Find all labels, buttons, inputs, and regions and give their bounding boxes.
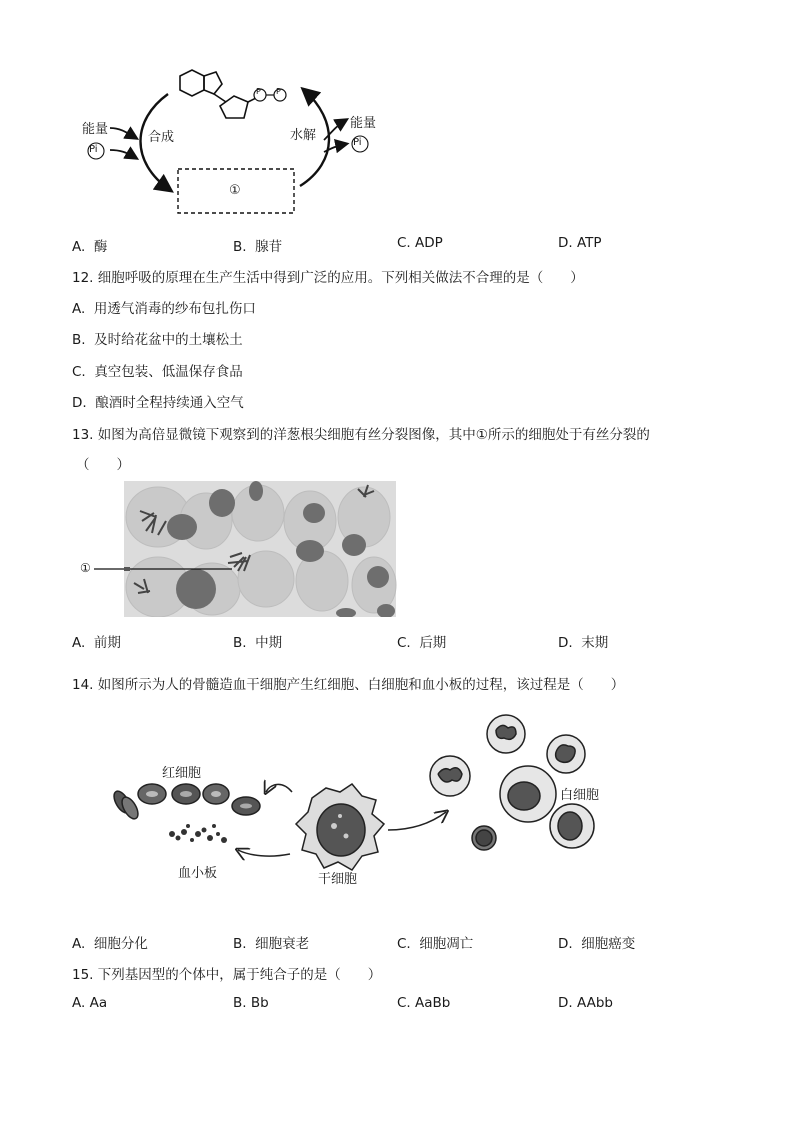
box-number-label: ① xyxy=(229,183,241,198)
option-text: 末期 xyxy=(581,635,609,651)
q15-option-d[interactable] xyxy=(558,995,613,1011)
q13-option-d[interactable] xyxy=(558,631,608,651)
option-letter: D. xyxy=(558,235,573,251)
pi-output-label: Pi xyxy=(353,137,362,148)
option-text: ATP xyxy=(576,235,602,251)
q15-option-b[interactable] xyxy=(233,995,269,1011)
platelet-label: 血小板 xyxy=(178,866,218,881)
to-red-cell-arrow xyxy=(266,784,292,792)
option-letter: D. xyxy=(72,395,87,411)
stem-cell-label: 干细胞 xyxy=(318,872,358,887)
option-text: 细胞凋亡 xyxy=(419,936,474,952)
q15-stem: 15. 下列基因型的个体中，属于纯合子的是（ ） xyxy=(72,967,382,983)
option-letter: D. xyxy=(558,936,573,952)
q14-stem: 14. 如图所示为人的骨髓造血干细胞产生红细胞、白细胞和血小板的过程，该过程是（ ） xyxy=(72,677,625,693)
q15-option-a[interactable] xyxy=(72,995,107,1011)
option-text: 细胞分化 xyxy=(93,936,148,952)
micrograph-image xyxy=(78,481,398,617)
option-text: 中期 xyxy=(255,635,283,651)
q12-option-c[interactable] xyxy=(72,360,243,380)
q13-stem-line1: 13. 如图为高倍显微镜下观察到的洋葱根尖细胞有丝分裂图像，其中①所示的细胞处于有丝分裂的 xyxy=(72,427,650,443)
adenine-ring-icon xyxy=(180,70,256,118)
option-text: Aa xyxy=(89,995,108,1011)
q13-option-c[interactable] xyxy=(397,631,446,651)
option-letter: C. xyxy=(397,936,411,952)
option-text: 及时给花盆中的土壤松土 xyxy=(94,332,243,348)
option-letter: A. xyxy=(72,239,86,255)
q12-option-a[interactable] xyxy=(72,297,256,317)
energy-in-arrow xyxy=(110,128,136,138)
option-text: 前期 xyxy=(93,635,121,651)
option-text: 真空包装、低温保存食品 xyxy=(94,364,243,380)
red-blood-cells-icon xyxy=(111,784,260,821)
q13-stem-line2: （ ） xyxy=(76,457,130,473)
q14-option-d[interactable] xyxy=(558,932,635,952)
option-letter: A. xyxy=(72,995,86,1011)
option-letter: B. xyxy=(233,635,247,651)
to-platelet-arrow xyxy=(238,850,290,856)
q11-option-c[interactable] xyxy=(397,235,443,251)
option-text: 酶 xyxy=(93,239,108,255)
option-letter: A. xyxy=(72,635,86,651)
option-letter: C. xyxy=(397,995,411,1011)
pi-input-label: Pi xyxy=(89,144,98,155)
red-cell-label: 红细胞 xyxy=(162,766,202,781)
atp-cycle-graphic xyxy=(70,62,400,222)
q11-option-a[interactable] xyxy=(72,235,107,255)
q14-option-c[interactable] xyxy=(397,932,473,952)
option-text: 后期 xyxy=(419,635,447,651)
option-letter: B. xyxy=(233,239,247,255)
q13-option-b[interactable] xyxy=(233,631,282,651)
mitosis-micrograph xyxy=(78,481,398,617)
q14-option-a[interactable] xyxy=(72,932,148,952)
option-text: 细胞衰老 xyxy=(255,936,310,952)
q15-option-c[interactable] xyxy=(397,995,450,1011)
cell-marker-label: ① xyxy=(80,561,91,575)
option-text: AaBb xyxy=(415,995,451,1011)
option-letter: C. xyxy=(72,364,86,380)
option-text: 腺苷 xyxy=(255,239,283,255)
white-blood-cells-icon xyxy=(430,715,594,850)
option-text: 细胞癌变 xyxy=(581,936,636,952)
platelets-icon xyxy=(169,824,227,843)
option-letter: B. xyxy=(72,332,86,348)
energy-output-label: 能量 xyxy=(350,116,377,131)
option-letter: C. xyxy=(397,635,411,651)
option-letter: A. xyxy=(72,936,86,952)
option-letter: C. xyxy=(397,235,411,251)
q12-stem: 12. 细胞呼吸的原理在生产生活中得到广泛的应用。下列相关做法不合理的是（ ） xyxy=(72,270,584,286)
q12-option-d[interactable] xyxy=(72,391,244,411)
energy-input-label: 能量 xyxy=(82,122,109,137)
q11-option-b[interactable] xyxy=(233,235,282,255)
phosphate-label-1: P xyxy=(256,87,261,96)
atp-cycle-diagram xyxy=(70,62,400,222)
option-text: 用透气消毒的纱布包扎伤口 xyxy=(93,301,256,317)
option-text: ADP xyxy=(415,235,443,251)
synthesis-label: 合成 xyxy=(148,130,175,145)
q11-option-d[interactable] xyxy=(558,235,602,251)
phosphate-label-2: P xyxy=(276,87,281,96)
option-text: 酿酒时全程持续通入空气 xyxy=(95,395,244,411)
q14-option-b[interactable] xyxy=(233,932,309,952)
q13-option-a[interactable] xyxy=(72,631,121,651)
option-letter: A. xyxy=(72,301,86,317)
option-text: AAbb xyxy=(576,995,613,1011)
option-letter: B. xyxy=(233,995,247,1011)
pi-in-arrow xyxy=(110,150,136,158)
option-letter: B. xyxy=(233,936,247,952)
option-letter: D. xyxy=(558,995,573,1011)
option-letter: D. xyxy=(558,635,573,651)
option-text: Bb xyxy=(250,995,269,1011)
stem-cell-icon xyxy=(296,784,384,870)
white-cell-label: 白细胞 xyxy=(560,788,600,803)
q12-option-b[interactable] xyxy=(72,328,243,348)
hematopoiesis-diagram xyxy=(100,706,640,896)
to-white-cell-arrow xyxy=(388,812,446,830)
hydrolysis-label: 水解 xyxy=(290,128,317,143)
